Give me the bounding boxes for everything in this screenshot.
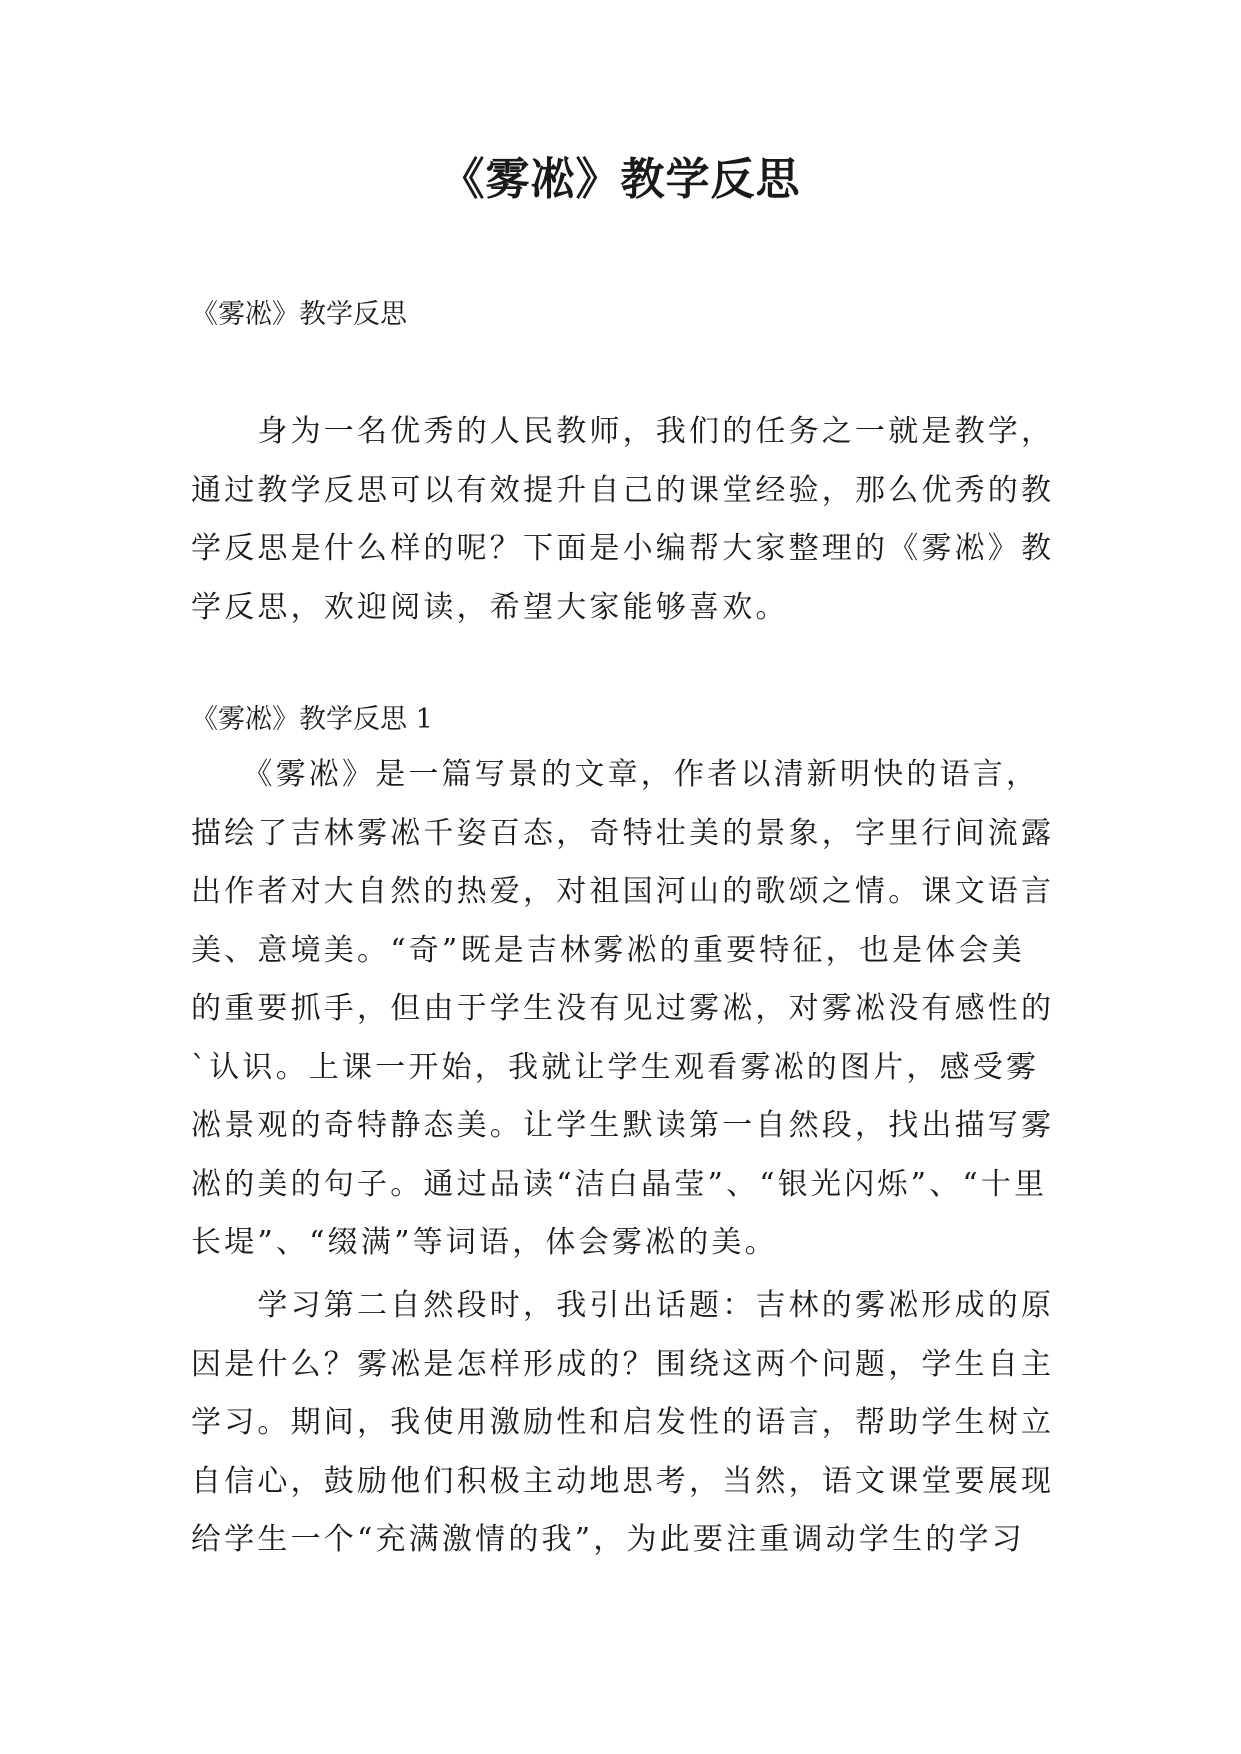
paragraph-line: 学习。期间，我使用激励性和启发性的语言，帮助学生树立: [191, 1405, 1055, 1440]
intro-line: 学反思，欢迎阅读，希望大家能够喜欢。: [191, 589, 789, 625]
intro-line: 身为一名优秀的人民教师，我们的任务之一就是教学，: [191, 414, 1055, 449]
paragraph-line: 美、意境美。“奇”既是吉林雾凇的重要特征，也是体会美: [191, 932, 1025, 968]
section-heading: 《雾凇》教学反思 1: [191, 704, 433, 735]
intro-paragraph: [191, 403, 1071, 637]
paragraph-line: 凇景观的奇特静态美。让学生默读第一自然段，找出描写雾: [191, 1108, 1055, 1143]
paragraph-line: 学习第二自然段时，我引出话题：吉林的雾凇形成的原: [191, 1288, 1055, 1323]
paragraph-line: 《雾凇》是一篇写景的文章，作者以清新明快的语言，: [191, 757, 1040, 792]
body-paragraph-2: [191, 1277, 1071, 1570]
paragraph-line: 给学生一个“充满激情的我”，为此要注重调动学生的学习: [191, 1522, 1025, 1557]
paragraph-line: 长堤”、“缀满”等词语，体会雾凇的美。: [191, 1225, 778, 1260]
paragraph-line: 因是什么？雾凇是怎样形成的？围绕这两个问题，学生自主: [191, 1346, 1055, 1382]
document-subtitle: 《雾凇》教学反思: [191, 299, 407, 330]
paragraph-line: 描绘了吉林雾凇千姿百态，奇特壮美的景象，字里行间流露: [191, 815, 1055, 851]
paragraph-line: 自信心，鼓励他们积极主动地思考，当然，语文课堂要展现: [191, 1463, 1055, 1499]
paragraph-line: 出作者对大自然的热爱，对祖国河山的歌颂之情。课文语言: [191, 874, 1055, 909]
paragraph-line: 的重要抓手，但由于学生没有见过雾凇，对雾凇没有感性的: [191, 991, 1055, 1026]
intro-line: 学反思是什么样的呢？下面是小编帮大家整理的《雾凇》教: [191, 531, 1055, 566]
intro-line: 通过教学反思可以有效提升自己的课堂经验，那么优秀的教: [191, 472, 1055, 508]
paragraph-line: `认识。上课一开始，我就让学生观看雾凇的图片，感受雾: [191, 1049, 1040, 1085]
body-paragraph-1: [191, 746, 1071, 1273]
document-title: 《雾凇》教学反思: [440, 154, 801, 205]
paragraph-line: 凇的美的句子。通过品读“洁白晶莹”、“银光闪烁”、“十里: [191, 1166, 1048, 1202]
